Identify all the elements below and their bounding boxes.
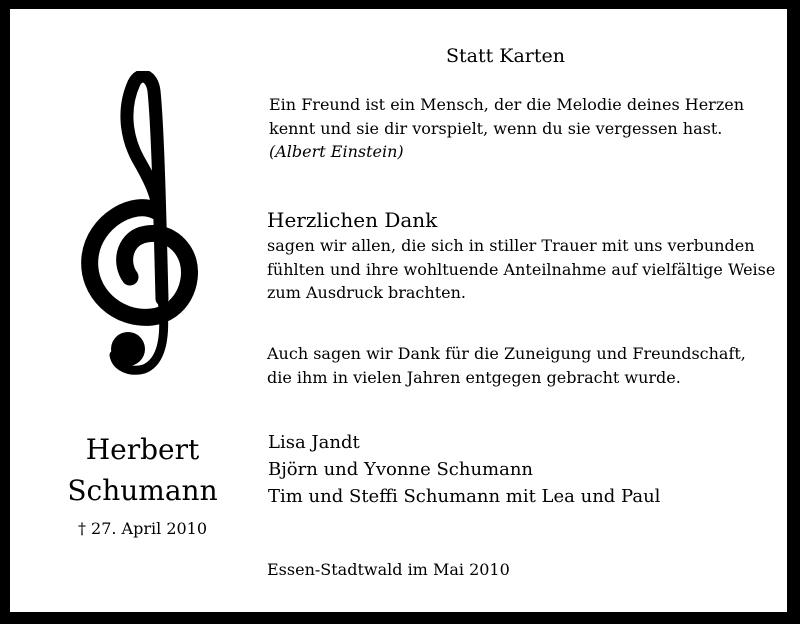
place-date: Essen-Stadtwald im Mai 2010 <box>267 560 510 579</box>
thanks-line: sagen wir allen, die sich in stiller Trauer mit uns verbunden <box>267 236 755 255</box>
also-thanks-line: die ihm in vielen Jahren entgegen gebracht wurde. <box>267 367 681 387</box>
deceased-block <box>60 429 225 538</box>
death-date: † 27. April 2010 <box>77 519 208 538</box>
quote-author: (Albert Einstein) <box>269 142 404 161</box>
also-thanks-line: Auch sagen wir Dank für die Zuneigung und Freundschaft, <box>267 344 746 363</box>
thanks-line: zum Ausdruck brachten. <box>267 283 466 302</box>
notice-header: Statt Karten <box>446 45 566 67</box>
thanks-line: fühlten und ihre wohltuende Anteilnahme auf vielfältige Weise <box>267 259 776 279</box>
treble-clef-icon <box>74 71 198 385</box>
signatory: Tim und Steffi Schumann mit Lea und Paul <box>268 486 661 507</box>
signatories-list <box>268 429 660 510</box>
signatory: Björn und Yvonne Schumann <box>268 459 534 480</box>
deceased-first-name: Herbert <box>85 433 200 466</box>
quote-line: Ein Freund ist ein Mensch, der die Melodie deines Herzen <box>269 95 745 114</box>
deceased-last-name: Schumann <box>67 474 218 507</box>
obituary-card <box>10 9 787 612</box>
quote-line: kennt und sie dir vorspielt, wenn du sie vergessen hast. <box>269 118 723 138</box>
signatory: Lisa Jandt <box>268 432 360 453</box>
thanks-heading: Herzlichen Dank <box>267 208 438 232</box>
quote-block <box>269 93 744 164</box>
thanks-block <box>267 207 775 305</box>
also-thanks-block <box>267 342 746 389</box>
